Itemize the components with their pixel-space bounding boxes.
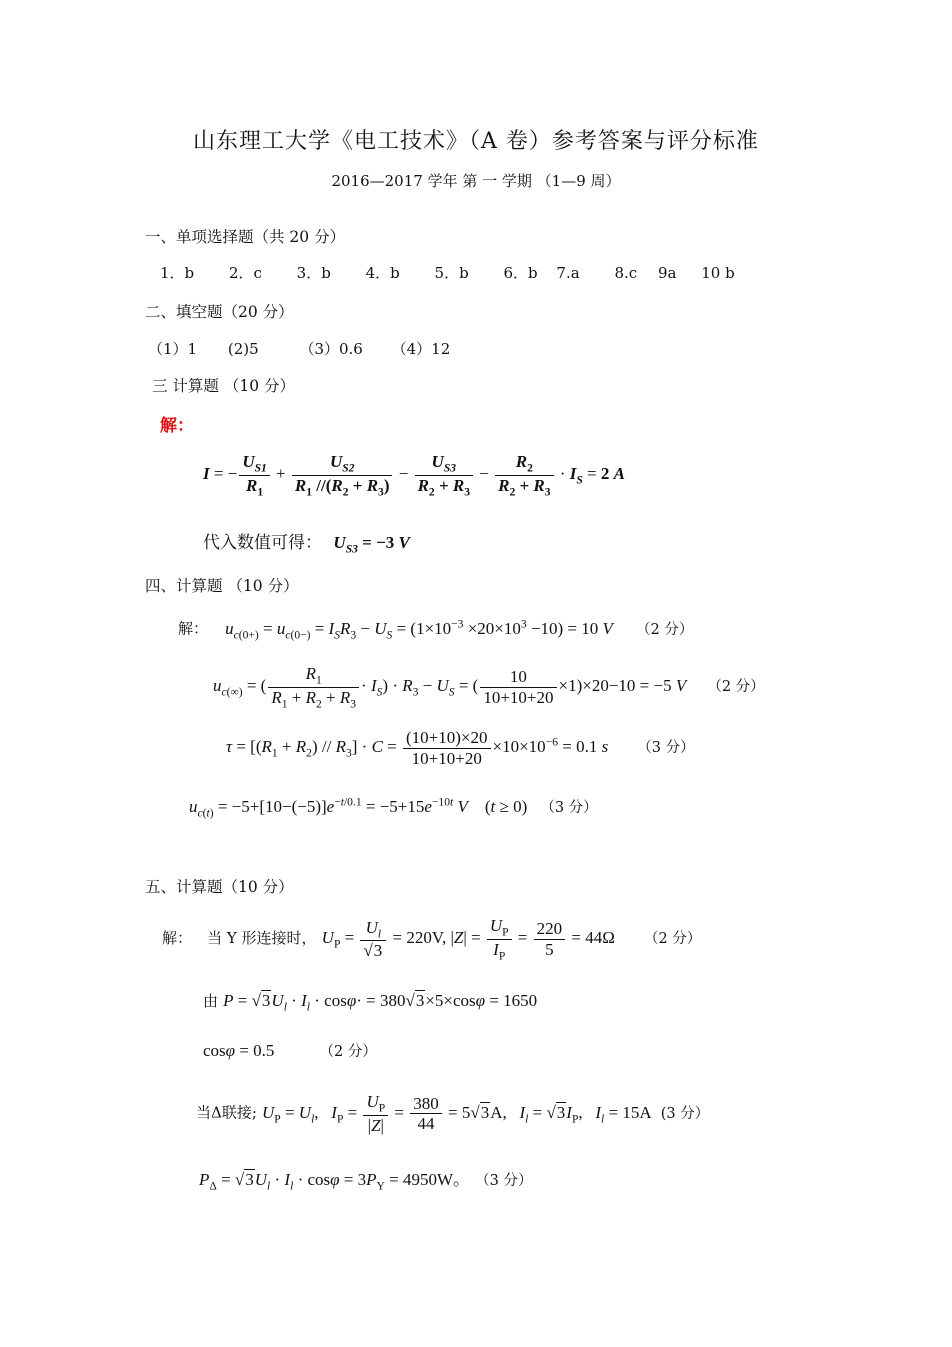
by-label: 由 bbox=[203, 992, 219, 1010]
section-1-answers bbox=[160, 262, 735, 283]
answer-8: 8.c bbox=[614, 264, 638, 282]
answer-9: 9a bbox=[657, 264, 677, 282]
answer-2: 2．c bbox=[228, 264, 262, 282]
section-5-line-1: 解： 当 Y 形连接时， $U_P$ = $\frac{U_l}{√3}$ = 220V, |Z| = $\frac{U_P}{I_P}$ = $\frac{220}{5}$ = 44Ω （2 分） bbox=[162, 916, 702, 963]
section-4-line-2: $u_{c(\infty)}$ = ( $\frac{R_1}{R_1 + R_2 + R_3}$ · $I_S) \cdot R_3 - U_S$ = ( $\frac{10}{10+10+20}$ ×1)×20−10 = −5 V （2 分） bbox=[213, 664, 765, 711]
section-5-line-2: 由 $P = √3U_l \cdot I_l \cdot \cos\varphi\cdot = 380√3\times 5\times\cos\varphi = 1650$ bbox=[203, 991, 538, 1014]
answer-7: 7.a bbox=[556, 264, 580, 282]
score-5-4: （3 分） bbox=[475, 1173, 533, 1189]
section-5-line-3: cosφ = 0.5 （2 分） bbox=[203, 1041, 377, 1060]
section-3-heading: 三 计算题 （10 分） bbox=[152, 377, 296, 395]
blank-2: (2)5 bbox=[227, 340, 259, 358]
section-4-line-1: 解： $u_{c(0+)} = u_{c(0-)} = I_SR_3 - U_S = (1\times 10^{-3} \times 20\times 10^3 -10) = 10$ V （2 分） bbox=[178, 617, 694, 642]
page-subtitle: 2016—2017 学年 第 一 学期 （1—9 周） bbox=[331, 172, 621, 190]
answer-1: 1．b bbox=[160, 264, 195, 282]
answer-3: 3．b bbox=[296, 264, 331, 282]
blank-4: （4）12 bbox=[391, 340, 451, 358]
section-2-answers bbox=[148, 338, 450, 359]
section-4-line-4: $u_{c(t)} = -5+[10-(-5)]e^{-t/0.1} = -5+15e^{-10t}$ V (t ≥ 0) （3 分） bbox=[189, 795, 598, 820]
section-4-solution-label: 解： bbox=[178, 619, 209, 638]
blank-3: （3）0.6 bbox=[299, 340, 363, 358]
equation-current-I: I = − $\frac{U_{S1}}{R_1}$ + $\frac{U_{S2}}{R_1 //(R_2 + R_3)}$ − $\frac{U_{S3}}{R_2 + R_3}$ − $\frac{R_2}{R_2 + R_3}$ · $I_S = 2$ A bbox=[203, 452, 625, 499]
y-connection-label: 当 Y 形连接时， bbox=[207, 929, 317, 948]
score-5-1: （2 分） bbox=[643, 931, 702, 948]
score-4-2: （2 分） bbox=[707, 679, 765, 696]
answer-4: 4．b bbox=[365, 264, 400, 282]
score-4-3: （3 分） bbox=[637, 739, 695, 756]
section-5-line-5: $P_\Delta = √3U_l \cdot I_l \cdot \cos\varphi = 3P_Y = 4950W$。 （3 分） bbox=[199, 1170, 533, 1193]
section-4-heading: 四、计算题 （10 分） bbox=[145, 577, 299, 595]
blank-1: （1）1 bbox=[148, 340, 198, 358]
section-5-solution-label: 解： bbox=[162, 929, 193, 948]
section-3-solution-label: 解： bbox=[160, 416, 194, 436]
page-title: 山东理工大学《电工技术》（A 卷）参考答案与评分标准 bbox=[193, 129, 759, 154]
section-2-heading: 二、填空题（20 分） bbox=[145, 303, 294, 321]
section-4-line-3: $\tau = [(R_1 + R_2) // R_3] \cdot C$ = $\frac{(10+10)\times 20}{10+10+20}$ $\times 10\times 10^{-6} = 0.1$ s （3 分） bbox=[226, 728, 695, 768]
score-5-3: (3 分） bbox=[660, 1105, 710, 1122]
substitute-label: 代入数值可得： bbox=[203, 533, 322, 553]
answer-10: 10 b bbox=[701, 264, 735, 282]
answer-6: 6．b bbox=[503, 264, 538, 282]
answer-5: 5．b bbox=[434, 264, 469, 282]
score-4-4: （3 分） bbox=[540, 799, 598, 816]
section-5-line-4: 当Δ联接; $U_P = U_l$, $I_P$ = $\frac{U_P}{|Z|}$ = $\frac{380}{44}$ = 5√3A, $I_l = √3I_P$, $I_l = 15A$ (3 分） bbox=[196, 1092, 710, 1135]
section-1-heading: 一、单项选择题（共 20 分） bbox=[145, 228, 346, 246]
delta-connection-label: 当Δ联接; bbox=[196, 1103, 257, 1122]
section-3-result: 代入数值可得： $U_{S3} = -3$ V bbox=[203, 533, 410, 556]
score-5-2: （2 分） bbox=[319, 1044, 377, 1060]
section-5-heading: 五、计算题（10 分） bbox=[145, 878, 294, 896]
score-4-1: （2 分） bbox=[636, 621, 694, 638]
